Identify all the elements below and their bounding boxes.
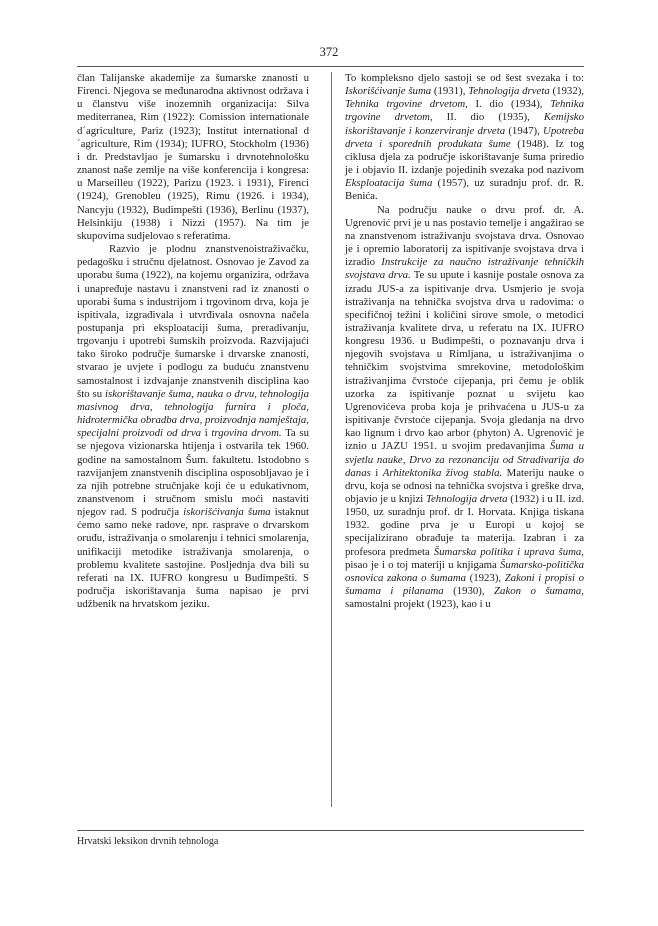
page-number: 372 xyxy=(319,45,339,59)
paragraph xyxy=(77,243,309,611)
italic-title-text: Zakoni i propisi o šumama i pilanama xyxy=(345,571,584,598)
body-text: Ta su se njegova vizionarska htijenja i ostvarila tek 1960. godine na samostalnom Šum. fakultetu. Istodobno s razvijanjem znanstvenih disciplina osposobljavao je i za njih potrebne stručnjake koji će u edukativnom, znanstvenom i stručnom smislu moći nastaviti njegov rad. S područja xyxy=(77,427,309,519)
column-divider xyxy=(331,72,332,807)
body-text: II. dio (1935), xyxy=(432,111,544,124)
paragraph xyxy=(345,204,584,612)
italic-title-text: Šumarsko-politička osnovica zakona o šumama xyxy=(345,558,584,584)
body-text: član Talijanske akademije za šumarske znanosti u Firenci. Njegova se međunarodna aktivnost održava i u članstvu više inozemnih organizacija: Silva mediterranea, Rim (1922): Comission internationale d´agriculture, Pariz (1923); Institut international d´agriculture, Rim (1934); IUFRO, Stockholm (1936) i dr. Predstavljao je šumarsku i drvnotehnološku znanost naše zemlje na više konferencija i kongresa: u Marseilleu (1922), Parizu (1923. i 1931), Firenci (1924), Grenobleu (1925), Rimu (1926. i 1934), Nancyju (1932), Budimpešti (1936), Berlinu (1937), Helsinkiju (1938) i Nizzi (1957). Na tim je skupovima sudjelovao s referatima. xyxy=(77,72,309,242)
body-text: Na području nauke o drvu prof. dr. A. Ugrenović prvi je u nas postavio temelje i angažirao se na znanstvenom istraživanju svojstava drva. Osnovao je i opremio laboratorij za ispitivanje svojstava drva i izradio xyxy=(345,203,584,269)
italic-title-text: Šuma u svjetlu nauke, Drvo za rezonanciju od Stradivarija do danas xyxy=(345,440,585,479)
italic-title-text: Kemijsko iskorištavanje i konzerviranje drveta xyxy=(345,111,584,137)
italic-title-text: Iskorišćivanje šuma xyxy=(345,85,432,98)
body-text: samostalni projekt (1923), kao i u xyxy=(345,598,491,611)
body-text: Te su upute i kasnije postale osnova za izradu JUS-a za ispitivanje drva. Usmjerio je svoja istraživanja na tehnička svojstva drva u radovima: o specifičnoj težini i količini sirove smole, o metodici istraživanja kvalitete drva, u referatu na IX. IUFRO kongresu 1936. u Budimpešti, o poznavanju drva i njegovih svojstava u Rimljana, u istraživanjima o tehničkim svojstvima smrekovine, metodološkim istraživanjima čvrstoće cijepanja, pri čemu je oblik uzorka za ispitivanje poznat u svijetu kao Ugrenovićeva proba koja je prihvaćena u JUS-u za ispitivanje čvrstoće cijepanja. Svoja gledanja na drvo kao lignum i drvo kao arbor (phyton) A. Ugrenović je iznio u JAZU 1951. u svojim predavanjima xyxy=(345,269,584,453)
italic-title-text: trgovina drvom. xyxy=(211,427,282,440)
header-rule xyxy=(77,66,584,67)
body-text: (1923), xyxy=(466,571,505,584)
italic-title-text: iskorišćivanja šuma xyxy=(183,506,271,519)
body-text: (1947), xyxy=(505,124,544,137)
paragraph xyxy=(345,72,584,204)
body-text: Razvio je plodnu znanstvenoistraživačku, pedagošku i stručnu djelatnost. Osnovao je Zavod za uporabu šuma (1922), na kojemu organizira, održava i unapređuje nastavu i znanstveni rad iz znanosti o uporabi šuma s industrijom i trgovinom drva, koja je ispitivala, izgrađivala i utvrđivala osnovna načela postupanja pri eksploataciji šuma, preradivanju, trgovanju i upotrebi šumskih proizvoda. Razvijajući tako široko područje šumarske i drvarske znanosti, stvarao je uvjete i podlogu za buduću znanstvenu samostalnost i izdvajanje znanstvenih disciplina kao što su xyxy=(77,243,309,400)
body-text: i xyxy=(201,427,212,440)
body-text: (1948). Iz tog ciklusa djela za područje iskorištavanje šuma priredio je i objavio II. izdanje pojedinih svezaka pod nazivom xyxy=(345,137,584,177)
italic-title-text: Eksploatacija šuma xyxy=(345,177,433,190)
italic-title-text: Šumarska politika i uprava šuma, xyxy=(433,545,584,558)
italic-title-text: Tehnika trgovine drvetom, xyxy=(345,98,468,111)
body-text: istaknut ćemo samo neke radove, npr. rasprave o drvarskom oruđu, istraživanja o smolarenju i tehnici smolarenja, unifikaciji metodike istraživanja smolarenja, o problemu kvalitete sastojine. Posljednja dva bili su referati na IX. IUFRO kongresu u Budimpešti. S područja iskorištavanja šuma napisao je prvi udžbenik na hrvatskom jeziku. xyxy=(77,506,309,611)
body-text: To kompleksno djelo sastoji se od šest svezaka i to: xyxy=(345,72,584,84)
body-text: (1931), xyxy=(431,85,469,98)
body-text: (1930), xyxy=(443,585,495,598)
right-column xyxy=(345,72,584,611)
footer-rule xyxy=(77,830,584,831)
italic-title-text: Instrukcije za naučno istraživanje tehničkih svojstava drva. xyxy=(345,256,584,282)
body-text: (1932) i u II. izd. 1950, uz suradnju prof. dr I. Horvata. Knjiga tiskana 1932. godine prva je u Europi u kojoj se specijalizirano obrađuje ta materija. Izabran i za profesora predmeta xyxy=(345,493,584,558)
left-column xyxy=(77,72,309,611)
italic-title-text: Tehnologija drveta xyxy=(426,493,508,505)
body-text: (1932), xyxy=(549,85,585,98)
italic-title-text: Tehnika trgovine drvetom, xyxy=(345,98,584,124)
italic-title-text: Upotreba drveta i sporednih produkata šume xyxy=(345,124,584,150)
italic-title-text: Arhitektonika živog stabla. xyxy=(382,466,503,479)
body-text: (1957), uz suradnju prof. dr. R. Benića. xyxy=(345,177,584,203)
italic-title-text: Zakon o šumama, xyxy=(494,585,585,598)
body-text: I. dio (1934), xyxy=(467,98,551,111)
footer-text: Hrvatski leksikon drvnih tehnologa xyxy=(77,836,219,847)
body-text: pisao je i o toj materiji u knjigama xyxy=(345,558,501,571)
italic-title-text: iskorištavanje šuma, nauka o drvu, tehnologija masivnog drva, tehnologija furnira i ploča, hidrotermička obradba drva, proizvodnja namještaja, specijalni proizvodi od drva xyxy=(77,387,309,440)
paragraph xyxy=(77,72,309,243)
italic-title-text: Tehnologija drveta xyxy=(468,85,550,98)
body-text: Materiju nauke o drvu, koja se odnosi na tehnička svojstva i greške drva, objavio je u knjizi xyxy=(345,466,584,505)
body-text: i xyxy=(370,466,383,479)
